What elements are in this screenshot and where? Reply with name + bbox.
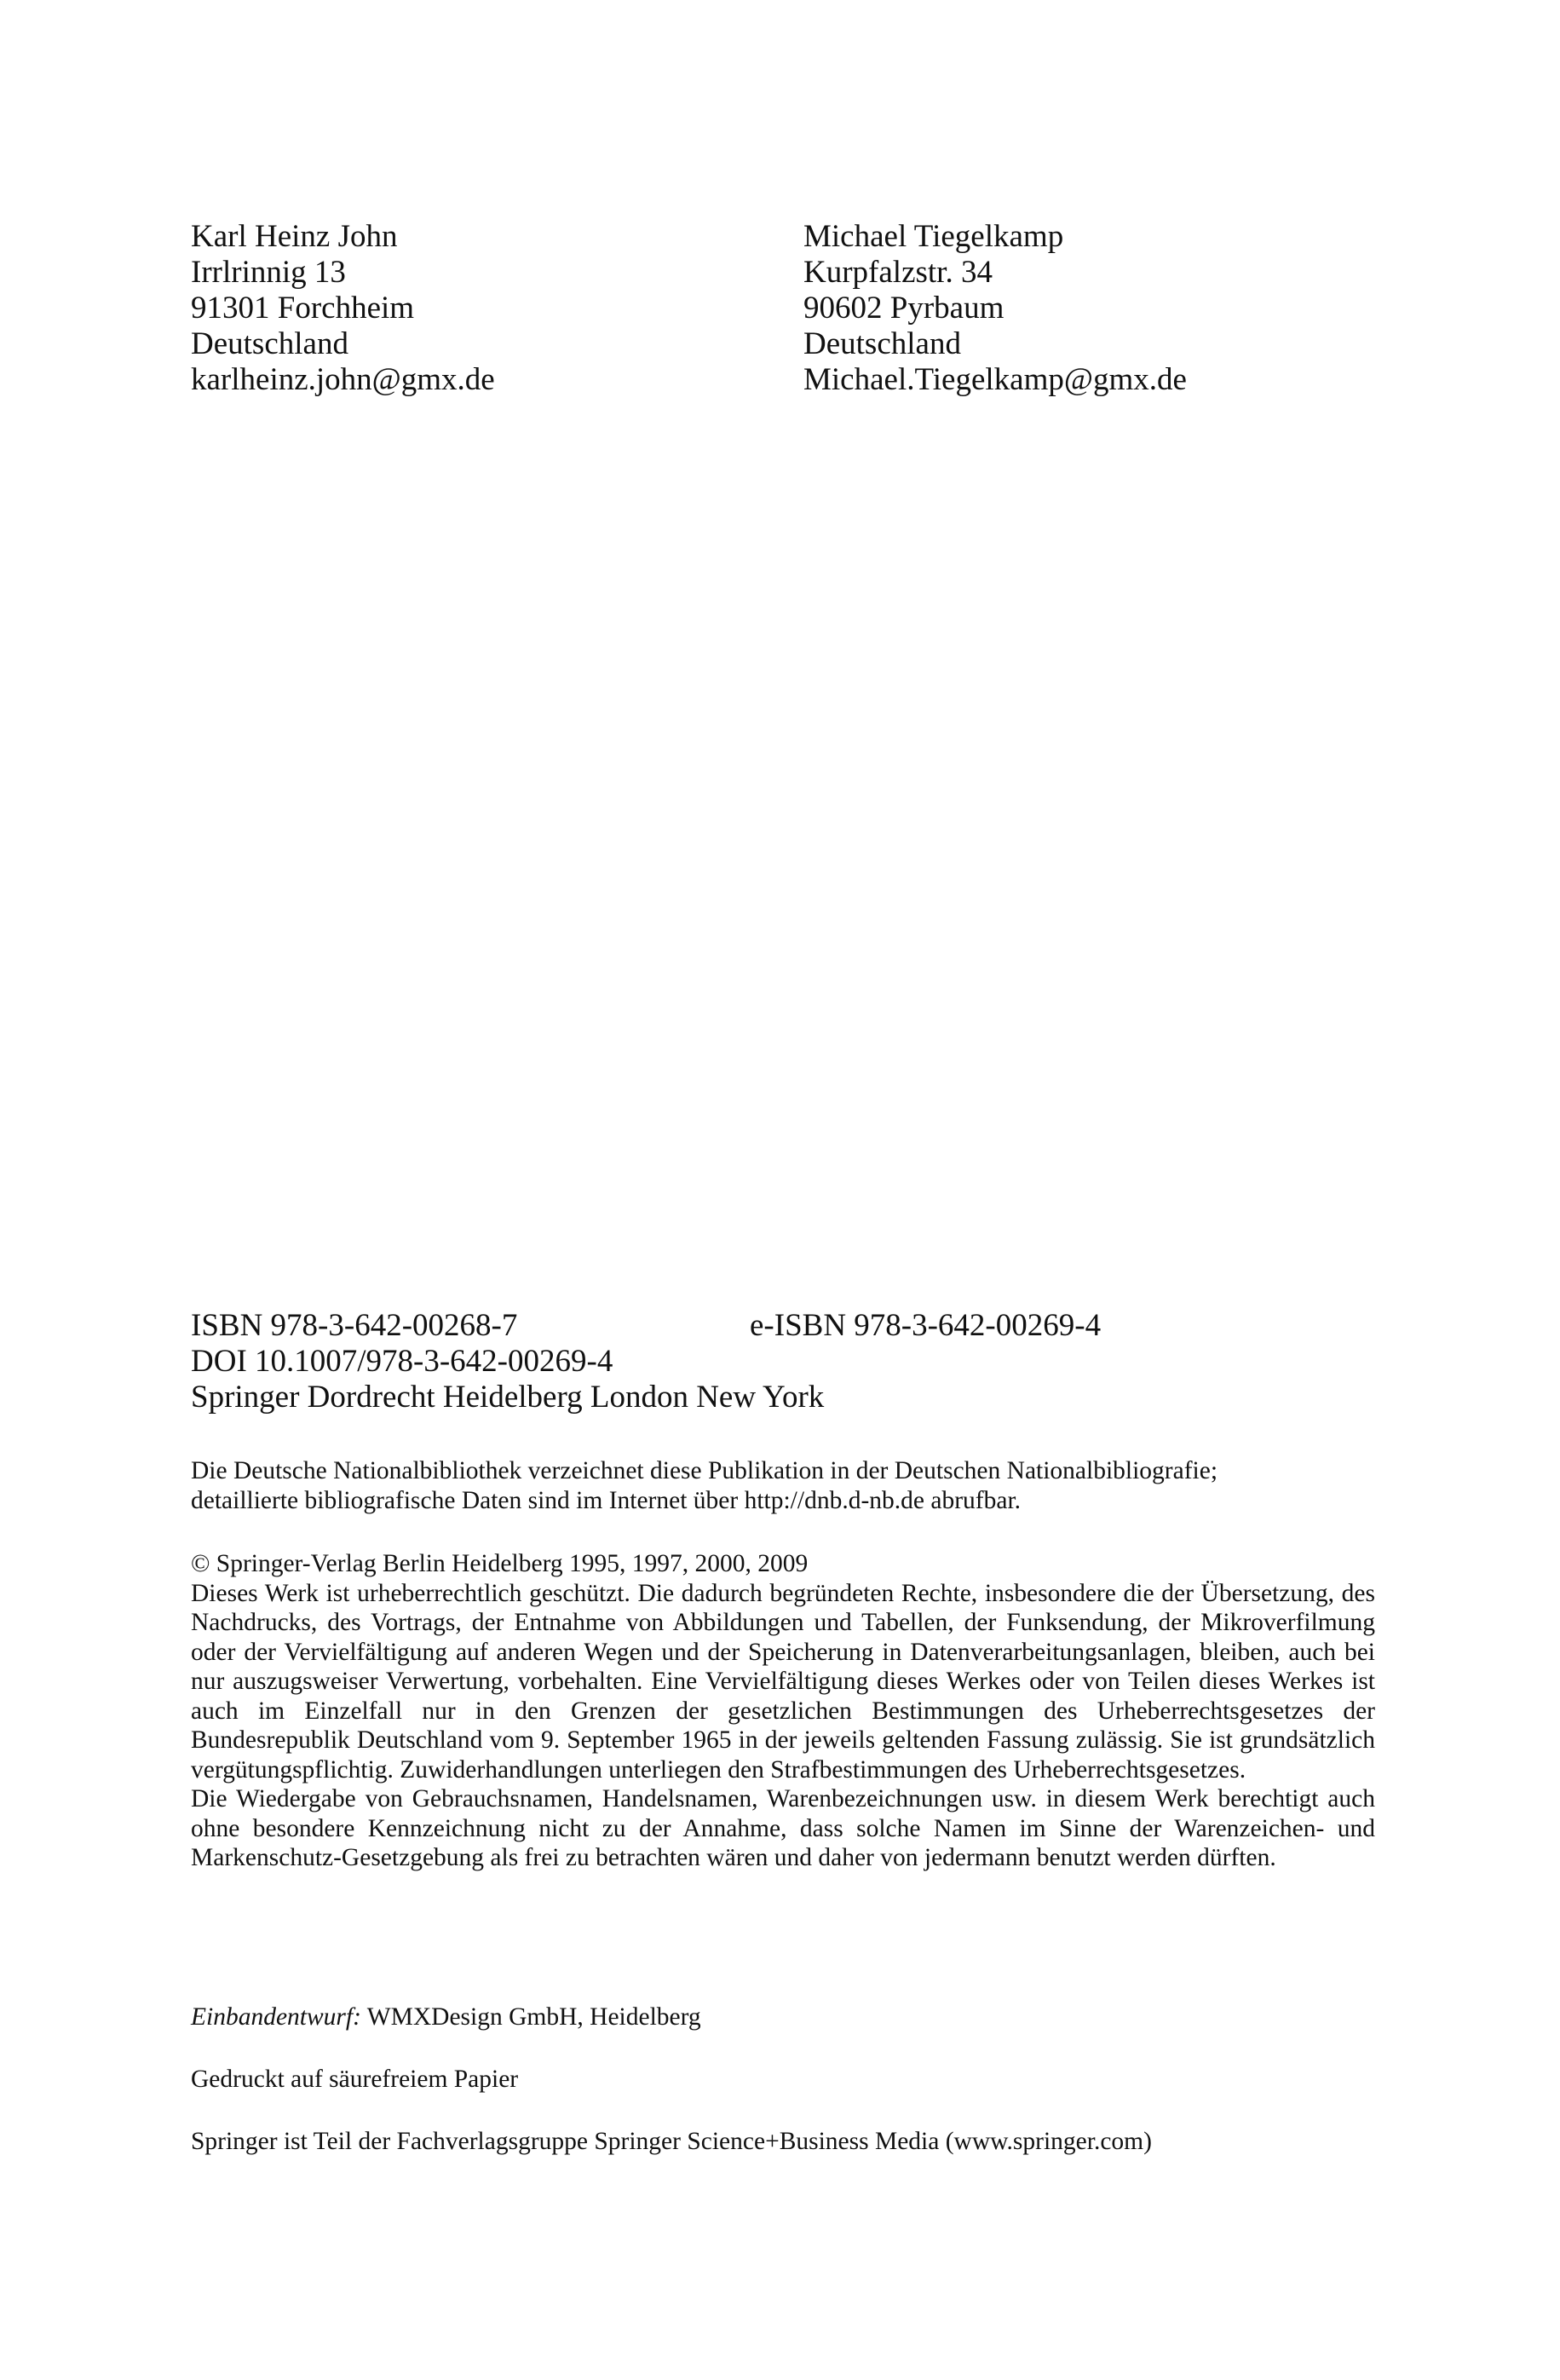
printed-note: Gedruckt auf säurefreiem Papier [191,2066,519,2093]
cover-design-credit [191,2003,1375,2032]
isbn: ISBN 978-3-642-00268-7 [191,1308,518,1343]
author-city: 90602 Pyrbaum [803,291,1005,326]
author-address-karl-heinz-john [191,219,495,398]
dnb-notice-line: detaillierte bibliografische Daten sind im Internet über http://dnb.d-nb.de abrufbar. [191,1486,1022,1514]
author-street: Irrlrinnig 13 [191,255,346,290]
copyright-notice [191,1549,1375,1873]
isbn-row [191,1308,1384,1344]
dnb-notice [191,1456,1375,1515]
trademark-notice: Die Wiedergabe von Gebrauchsnamen, Handelsnamen, Warenbezeichnungen usw. in diesem Werk berechtigt auch ohne besondere Kennzeichnung nicht zu der Annahme, dass solche Namen im Sinne der Warenzeichen- und Markenschutz-Gesetzgebung als frei zu betrachten wären und daher von jedermann benutzt werden dürften. [191,1785,1375,1871]
dnb-notice-line: Die Deutsche Nationalbibliothek verzeichnet diese Publikation in der Deutschen Nationalbibliografie; [191,1457,1218,1484]
doi: DOI 10.1007/978-3-642-00269-4 [191,1344,613,1379]
e-isbn: e-ISBN 978-3-642-00269-4 [750,1308,1102,1343]
author-name: Michael Tiegelkamp [803,219,1064,254]
author-country: Deutschland [803,326,961,361]
cover-design-label: Einbandentwurf: [191,2003,361,2031]
author-street: Kurpfalzstr. 34 [803,255,993,290]
author-name: Karl Heinz John [191,219,398,254]
springer-note: Springer ist Teil der Fachverlagsgruppe Springer Science+Business Media (www.springer.com) [191,2128,1152,2155]
cover-design-value: WMXDesign GmbH, Heidelberg [366,2003,701,2031]
author-city: 91301 Forchheim [191,291,415,326]
author-email: Michael.Tiegelkamp@gmx.de [803,362,1187,397]
copyright-line: © Springer-Verlag Berlin Heidelberg 1995, 1997, 2000, 2009 [191,1550,809,1577]
author-country: Deutschland [191,326,348,361]
copyright-protection-text: Dieses Werk ist urheberrechtlich geschützt. Die dadurch begründeten Rechte, insbesondere die der Übersetzung, des Nachdrucks, des Vortrags, der Entnahme von Abbildungen und Tabellen, der Funksendung, der Mikroverfilmung oder der Vervielfältigung auf anderen Wegen und der Speicherung in Datenverarbeitungsanlagen, bleiben, auch bei nur auszugsweiser Verwertung, vorbehalten. Eine Vervielfältigung dieses Werkes oder von Teilen dieses Werkes ist auch im Einzelfall nur in den Grenzen der gesetzlichen Bestimmungen des Urheberrechtsgesetzes der Bundesrepublik Deutschland vom 9. September 1965 in der jeweils geltenden Fassung zulässig. Sie ist grundsätzlich vergütungspflichtig. Zuwiderhandlungen unterliegen den Strafbestimmungen des Urheberrechtsgesetzes. [191,1579,1375,1784]
author-email: karlheinz.john@gmx.de [191,362,495,397]
publisher-locations: Springer Dordrecht Heidelberg London New York [191,1380,825,1415]
author-address-michael-tiegelkamp [803,219,1187,398]
publication-identifiers [191,1308,1384,1415]
